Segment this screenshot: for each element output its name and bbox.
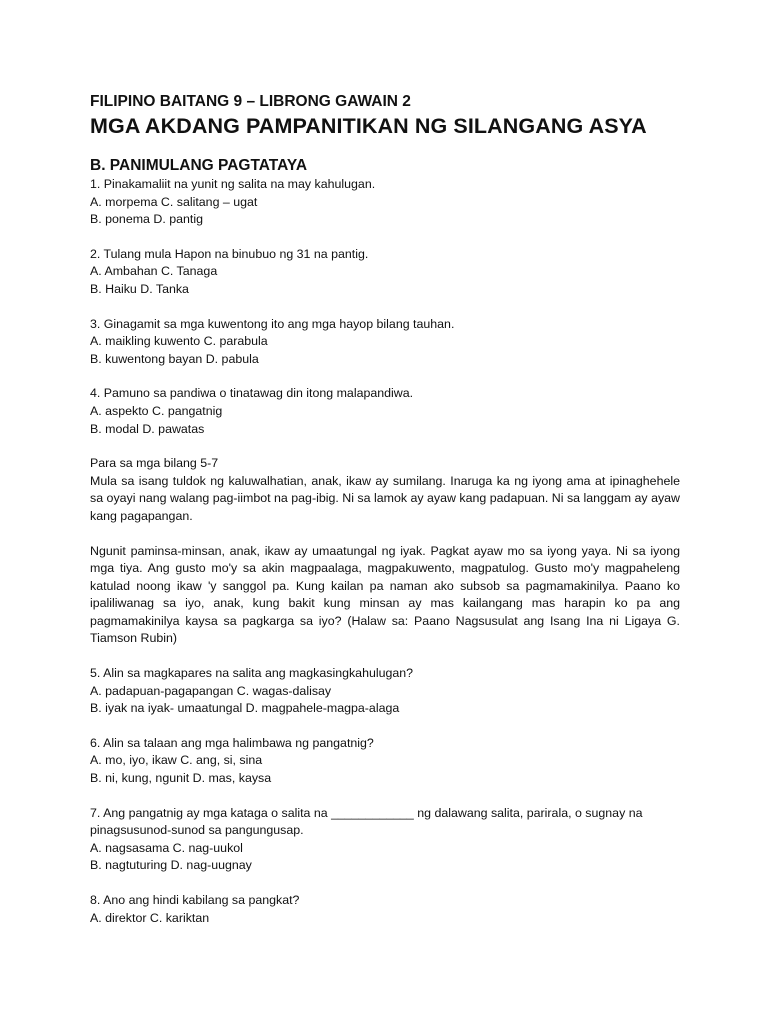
passage-intro: Para sa mga bilang 5-7 <box>90 456 219 471</box>
worksheet-page <box>90 92 680 927</box>
question-text: 8. Ano ang hindi kabilang sa pangkat? <box>90 893 300 907</box>
options-line: B. iyak na iyak- umaatungal D. magpahele-magpa-alaga <box>90 701 400 716</box>
worksheet-subtitle: FILIPINO BAITANG 9 – LIBRONG GAWAIN 2 <box>90 93 411 110</box>
options-line: B. nagtuturing D. nag-uugnay <box>90 858 252 873</box>
section-heading: B. PANIMULANG PAGTATAYA <box>90 157 308 174</box>
options-line: A. Ambahan C. Tanaga <box>90 264 218 279</box>
question-text-continued: pinagsusunod-sunod sa pangungusap. <box>90 823 304 838</box>
question-text: 3. Ginagamit sa mga kuwentong ito ang mga hayop bilang tauhan. <box>90 316 455 331</box>
options-line: B. Haiku D. Tanka <box>90 281 189 296</box>
options-line: A. padapuan-pagapangan C. wagas-dalisay <box>90 683 332 698</box>
options-line: A. nagsasama C. nag-uukol <box>90 840 243 855</box>
question-text: 2. Tulang mula Hapon na binubuo ng 31 na pantig. <box>90 246 369 261</box>
options-line: B. kuwentong bayan D. pabula <box>90 351 259 366</box>
worksheet-title: MGA AKDANG PAMPANITIKAN NG SILANGANG ASYA <box>90 114 647 138</box>
question-text: 5. Alin sa magkapares na salita ang magkasingkahulugan? <box>90 666 414 681</box>
question-1 <box>90 176 680 229</box>
question-text: 4. Pamuno sa pandiwa o tinatawag din itong malapandiwa. <box>90 386 414 401</box>
options-line: A. direktor C. kariktan <box>90 910 210 925</box>
passage-paragraph-1: Mula sa isang tuldok ng kaluwalhatian, anak, ikaw ay sumilang. Inaruga ka ng iyong ama at ipinaghehele sa oyayi nang walang pag-iimbot na pag-ibig. Ni sa lamok ay ayaw kang padapuan. Ni sa langgam ay ayaw kang pagapangan. <box>90 473 680 523</box>
question-3 <box>90 316 680 369</box>
question-text: 6. Alin sa talaan ang mga halimbawa ng pangatnig? <box>90 735 374 750</box>
question-8 <box>90 892 680 927</box>
question-text: 7. Ang pangatnig ay mga kataga o salita na ____________ ng dalawang salita, parirala, o sugnay na <box>90 805 643 820</box>
options-line: A. morpema C. salitang – ugat <box>90 194 258 209</box>
options-line: A. aspekto C. pangatnig <box>90 403 223 418</box>
options-line: B. ni, kung, ngunit D. mas, kaysa <box>90 771 272 786</box>
reading-passage <box>90 455 680 525</box>
question-2 <box>90 246 680 299</box>
options-line: B. modal D. pawatas <box>90 421 205 436</box>
options-line: A. maikling kuwento C. parabula <box>90 334 268 349</box>
options-line: B. ponema D. pantig <box>90 212 203 227</box>
reading-passage-continued <box>90 543 680 649</box>
passage-paragraph-2: Ngunit paminsa-minsan, anak, ikaw ay umaatungal ng iyak. Pagkat ayaw mo sa iyong yaya. Ni sa iyong mga tiya. Ang gusto mo'y sa akin magpaalaga, magpakuwento, magpatulog. Gusto mo'y magpaheleng katulad noong ikaw 'y sanggol pa. Kung kailan pa naman ako subsob sa pagmamakinilya. Paano ko ipaliliwanag sa iyo, anak, kung bakit kung minsan ay mas kailangang mas harapin ko pa ang pagmamakinilya kaysa sa pagkarga sa iyo? (Halaw sa: Paano Nagsusulat ang Isang Ina ni Ligaya G. Tiamson Rubin) <box>90 543 680 646</box>
question-7 <box>90 805 680 875</box>
question-text: 1. Pinakamaliit na yunit ng salita na may kahulugan. <box>90 177 376 191</box>
question-6 <box>90 735 680 788</box>
question-5 <box>90 665 680 718</box>
question-4 <box>90 385 680 438</box>
options-line: A. mo, iyo, ikaw C. ang, si, sina <box>90 753 263 768</box>
